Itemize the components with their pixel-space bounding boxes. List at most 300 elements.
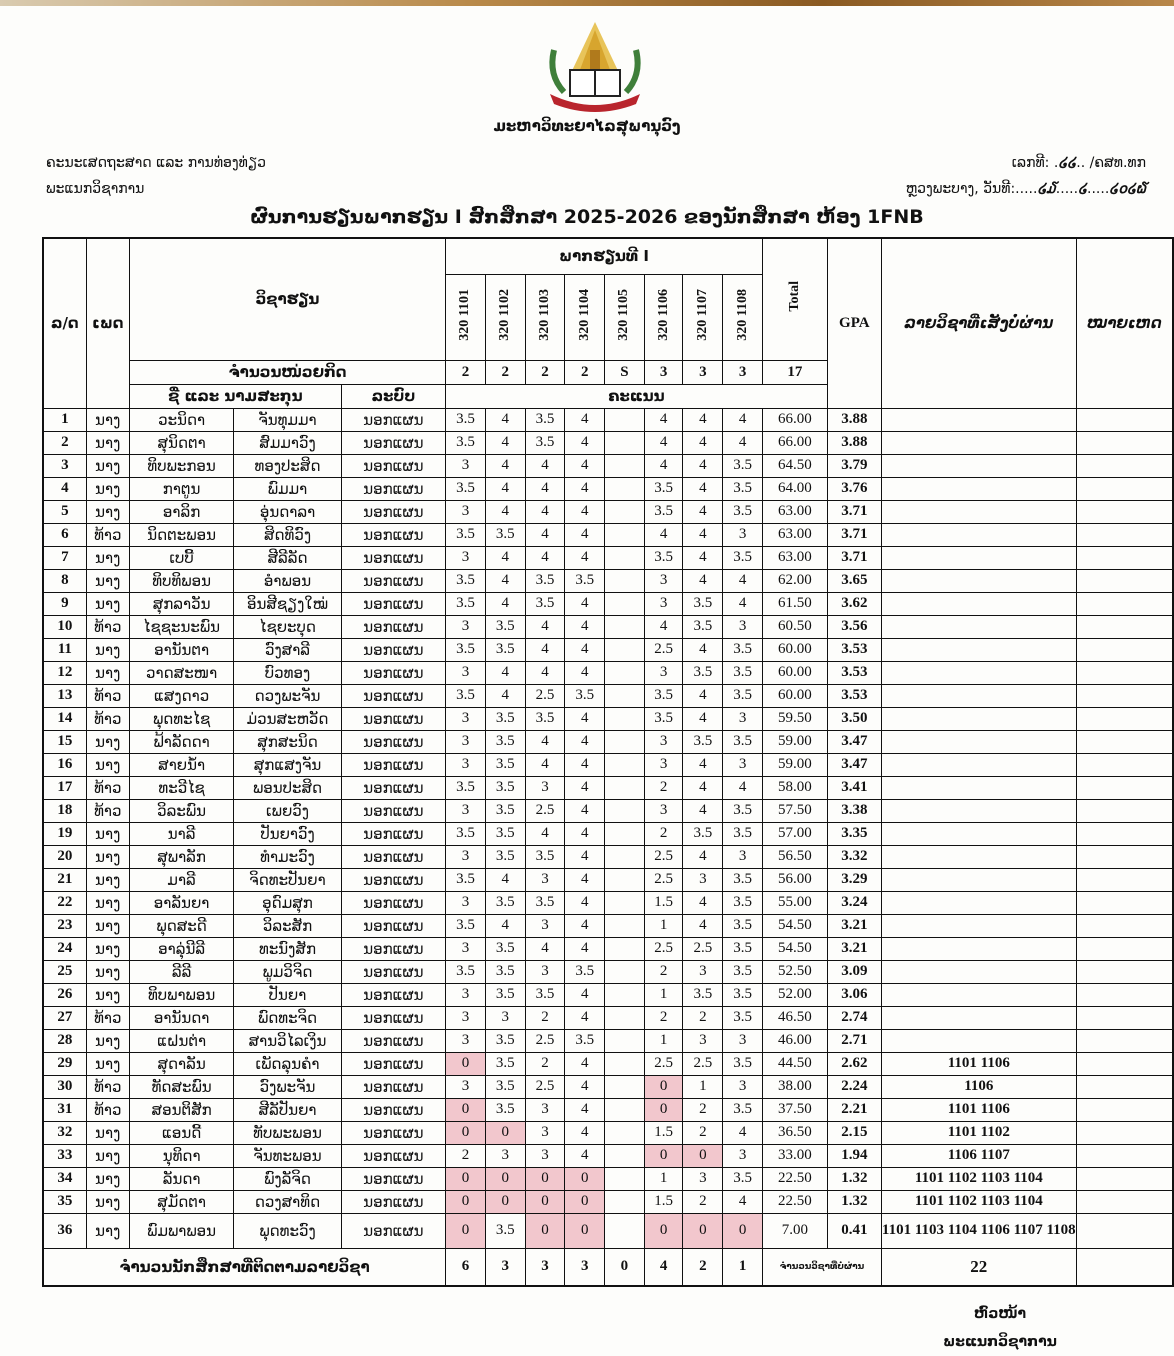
gpa: 1.32 <box>827 1190 881 1213</box>
first-name: ພຸດສະດີ <box>129 914 233 937</box>
score-cell: 3.5 <box>525 431 565 454</box>
score-cell: 4 <box>565 1006 605 1029</box>
failed-subjects <box>881 500 1076 523</box>
score-cell: 3 <box>446 615 486 638</box>
first-name: ທິບພາພອນ <box>129 983 233 1006</box>
score-cell: 4 <box>683 546 723 569</box>
score-cell: 1.5 <box>644 891 683 914</box>
gender: ນາງ <box>86 569 129 592</box>
score-cell: 3 <box>446 500 486 523</box>
score-cell: 2 <box>683 1121 723 1144</box>
row-number: 24 <box>43 937 86 960</box>
score-cell: 3.5 <box>683 592 723 615</box>
score-cell: 3.5 <box>723 822 763 845</box>
remark <box>1076 1075 1173 1098</box>
remark <box>1076 523 1173 546</box>
first-name: ສອນຕິສັກ <box>129 1098 233 1121</box>
score-cell: 4 <box>565 546 605 569</box>
total: 63.00 <box>762 500 827 523</box>
failed-subjects <box>881 983 1076 1006</box>
first-name: ນິດຕະພອນ <box>129 523 233 546</box>
score-cell: 3.5 <box>723 661 763 684</box>
score-cell: 3 <box>723 707 763 730</box>
doc-number-line: ເລກທີ: .໒໒.. /ຄສທ.ທກ <box>1011 155 1146 171</box>
row-number: 19 <box>43 822 86 845</box>
score-cell: 0 <box>644 1075 683 1098</box>
gpa: 2.24 <box>827 1075 881 1098</box>
score-cell <box>605 822 645 845</box>
plan: ນອກແຜນ <box>341 592 445 615</box>
plan: ນອກແຜນ <box>341 661 445 684</box>
row-number: 4 <box>43 477 86 500</box>
score-cell: 4 <box>485 408 525 431</box>
first-name: ຟ້າລັດດາ <box>129 730 233 753</box>
score-cell: 3.5 <box>723 1006 763 1029</box>
gpa: 3.06 <box>827 983 881 1006</box>
first-name: ນາລີ <box>129 822 233 845</box>
failed-subjects <box>881 845 1076 868</box>
score-cell: 3.5 <box>525 569 565 592</box>
total: 60.00 <box>762 661 827 684</box>
failed-subjects <box>881 638 1076 661</box>
score-cell <box>605 1213 645 1248</box>
last-name: ສຸກແສງຈັນ <box>234 753 341 776</box>
failed-subjects: 1101 1106 <box>881 1052 1076 1075</box>
table-row <box>43 523 1173 546</box>
score-cell: 3 <box>446 661 486 684</box>
gpa: 2.15 <box>827 1121 881 1144</box>
col-header-total: Total <box>762 238 827 360</box>
first-name: ສຸມັດຕາ <box>129 1190 233 1213</box>
remark <box>1076 1006 1173 1029</box>
score-cell: 3.5 <box>446 776 486 799</box>
remark <box>1076 615 1173 638</box>
remark <box>1076 960 1173 983</box>
score-cell: 4 <box>525 638 565 661</box>
score-cell: 3 <box>485 1006 525 1029</box>
remark <box>1076 1213 1173 1248</box>
score-cell <box>605 546 645 569</box>
failed-subjects <box>881 684 1076 707</box>
score-cell: 3.5 <box>644 707 683 730</box>
score-cell <box>605 1167 645 1190</box>
score-cell <box>605 1190 645 1213</box>
first-name: ສາຍນ້ຳ <box>129 753 233 776</box>
score-cell: 0 <box>446 1121 486 1144</box>
gender: ທ້າວ <box>86 707 129 730</box>
table-row <box>43 477 1173 500</box>
credit-value: 3 <box>723 360 763 384</box>
score-cell: 3.5 <box>723 1167 763 1190</box>
score-cell: 3.5 <box>446 960 486 983</box>
score-cell: 3.5 <box>644 477 683 500</box>
row-number: 21 <box>43 868 86 891</box>
gpa: 3.62 <box>827 592 881 615</box>
failed-subjects <box>881 776 1076 799</box>
col-header-gender: ເພດ <box>86 238 129 408</box>
score-cell: 4 <box>565 937 605 960</box>
gpa: 3.79 <box>827 454 881 477</box>
score-cell: 2 <box>644 822 683 845</box>
table-row <box>43 753 1173 776</box>
table-row <box>43 546 1173 569</box>
table-row <box>43 1190 1173 1213</box>
score-cell: 4 <box>565 868 605 891</box>
score-cell: 4 <box>525 523 565 546</box>
remark <box>1076 1029 1173 1052</box>
score-cell: 4 <box>485 454 525 477</box>
row-number: 12 <box>43 661 86 684</box>
row-number: 28 <box>43 1029 86 1052</box>
gpa: 3.47 <box>827 753 881 776</box>
score-cell: 0 <box>644 1213 683 1248</box>
plan: ນອກແຜນ <box>341 684 445 707</box>
fail-count: 4 <box>644 1248 683 1286</box>
score-cell <box>605 776 645 799</box>
score-cell <box>605 638 645 661</box>
first-name: ວາດສະໜາ <box>129 661 233 684</box>
score-cell <box>605 1006 645 1029</box>
plan: ນອກແຜນ <box>341 1052 445 1075</box>
score-cell: 3 <box>446 937 486 960</box>
fail-count: 1 <box>723 1248 763 1286</box>
failed-subjects <box>881 822 1076 845</box>
score-cell: 3.5 <box>446 431 486 454</box>
score-cell: 3.5 <box>485 776 525 799</box>
failed-subjects <box>881 891 1076 914</box>
score-cell: 4 <box>565 845 605 868</box>
score-cell: 3.5 <box>485 1213 525 1248</box>
score-cell: 3 <box>446 1075 486 1098</box>
name-label: ຊື່ ແລະ ນາມສະກຸນ <box>129 384 341 408</box>
total: 60.00 <box>762 684 827 707</box>
gpa: 3.88 <box>827 408 881 431</box>
credit-value: 2 <box>525 360 565 384</box>
plan: ນອກແຜນ <box>341 776 445 799</box>
score-cell: 4 <box>525 454 565 477</box>
score-cell: 3.5 <box>723 868 763 891</box>
score-cell: 0 <box>446 1098 486 1121</box>
gpa: 3.09 <box>827 960 881 983</box>
remark <box>1076 822 1173 845</box>
first-name: ທິບພະກອນ <box>129 454 233 477</box>
total: 61.50 <box>762 592 827 615</box>
score-cell: 4 <box>683 408 723 431</box>
failed-subjects <box>881 454 1076 477</box>
first-name: ວະນິດາ <box>129 408 233 431</box>
score-cell: 0 <box>525 1167 565 1190</box>
first-name: ອາລຸ່ນີລີ <box>129 937 233 960</box>
row-number: 6 <box>43 523 86 546</box>
remark <box>1076 845 1173 868</box>
score-cell: 4 <box>644 454 683 477</box>
score-cell: 4 <box>565 753 605 776</box>
department-name: ພະແນກວິຊາການ <box>46 181 145 197</box>
total: 62.00 <box>762 569 827 592</box>
plan: ນອກແຜນ <box>341 523 445 546</box>
last-name: ທັບພະພອນ <box>234 1121 341 1144</box>
score-cell: 3.5 <box>644 684 683 707</box>
plan: ນອກແຜນ <box>341 1029 445 1052</box>
gender: ນາງ <box>86 500 129 523</box>
table-row <box>43 661 1173 684</box>
total: 54.50 <box>762 937 827 960</box>
plan: ນອກແຜນ <box>341 1121 445 1144</box>
score-cell: 3 <box>446 799 486 822</box>
score-cell: 1 <box>683 1075 723 1098</box>
gender: ນາງ <box>86 638 129 661</box>
gender: ທ້າວ <box>86 684 129 707</box>
table-row <box>43 1052 1173 1075</box>
table-row <box>43 1121 1173 1144</box>
row-number: 11 <box>43 638 86 661</box>
score-cell: 3 <box>525 1121 565 1144</box>
table-row <box>43 799 1173 822</box>
score-cell <box>605 868 645 891</box>
total: 58.00 <box>762 776 827 799</box>
gender: ນາງ <box>86 937 129 960</box>
score-cell: 4 <box>683 523 723 546</box>
score-cell: 3.5 <box>446 638 486 661</box>
total: 52.50 <box>762 960 827 983</box>
score-cell: 3 <box>723 845 763 868</box>
failed-subjects <box>881 592 1076 615</box>
plan: ນອກແຜນ <box>341 615 445 638</box>
failed-subjects <box>881 615 1076 638</box>
row-number: 7 <box>43 546 86 569</box>
first-name: ອານັນດາ <box>129 1006 233 1029</box>
gender: ນາງ <box>86 546 129 569</box>
score-cell: 3.5 <box>485 983 525 1006</box>
total: 60.00 <box>762 638 827 661</box>
credit-value: 3 <box>683 360 723 384</box>
last-name: ອຸດົມສຸກ <box>234 891 341 914</box>
score-label: ຄະແນນ <box>446 384 828 408</box>
table-row <box>43 868 1173 891</box>
score-cell: 2.5 <box>683 937 723 960</box>
total: 56.00 <box>762 868 827 891</box>
semester-header: ພາກຮຽນທີ I <box>446 238 763 274</box>
gender: ນາງ <box>86 431 129 454</box>
score-cell: 0 <box>683 1213 723 1248</box>
signature-department: ພະແນກວິຊາການ <box>943 1334 1057 1350</box>
score-cell: 4 <box>565 1098 605 1121</box>
score-cell: 3.5 <box>723 454 763 477</box>
gender: ນາງ <box>86 891 129 914</box>
score-cell: 4 <box>644 615 683 638</box>
first-name: ນຸທິດາ <box>129 1144 233 1167</box>
total: 66.00 <box>762 431 827 454</box>
last-name: ສຸກສະນິດ <box>234 730 341 753</box>
total: 64.00 <box>762 477 827 500</box>
score-cell: 4 <box>683 891 723 914</box>
score-cell: 4 <box>644 431 683 454</box>
gender: ນາງ <box>86 592 129 615</box>
total: 59.00 <box>762 753 827 776</box>
table-row <box>43 845 1173 868</box>
remark <box>1076 477 1173 500</box>
last-name: ວົງສາລີ <box>234 638 341 661</box>
gender: ທ້າວ <box>86 615 129 638</box>
plan: ນອກແຜນ <box>341 638 445 661</box>
failed-subjects <box>881 914 1076 937</box>
score-cell: 4 <box>485 684 525 707</box>
score-cell: 3.5 <box>446 569 486 592</box>
score-cell <box>605 454 645 477</box>
total: 46.00 <box>762 1029 827 1052</box>
score-cell: 4 <box>525 937 565 960</box>
score-cell: 0 <box>565 1190 605 1213</box>
score-cell: 2.5 <box>644 845 683 868</box>
score-cell: 3 <box>525 1144 565 1167</box>
gpa: 0.41 <box>827 1213 881 1248</box>
table-row <box>43 684 1173 707</box>
first-name: ທະວີໄຊ <box>129 776 233 799</box>
university-name: ມະຫາວິທະຍາໄລສຸພານຸວົງ <box>493 117 681 135</box>
score-cell: 0 <box>565 1213 605 1248</box>
score-cell: 0 <box>446 1052 486 1075</box>
gender: ນາງ <box>86 454 129 477</box>
score-cell: 3.5 <box>485 1052 525 1075</box>
score-cell: 1 <box>644 1167 683 1190</box>
plan: ນອກແຜນ <box>341 960 445 983</box>
total: 22.50 <box>762 1167 827 1190</box>
score-cell: 3 <box>446 454 486 477</box>
failed-subjects-total: 22 <box>881 1248 1076 1286</box>
score-cell: 4 <box>485 868 525 891</box>
last-name: ຈິດທະປັນຍາ <box>234 868 341 891</box>
score-cell <box>605 914 645 937</box>
failed-subjects <box>881 753 1076 776</box>
score-cell: 3.5 <box>485 822 525 845</box>
date-month: ໒ <box>1078 181 1088 197</box>
score-cell: 3.5 <box>723 730 763 753</box>
gender: ນາງ <box>86 1144 129 1167</box>
subject-code: 320 1106 <box>644 274 683 360</box>
gender: ນາງ <box>86 1190 129 1213</box>
gender: ນາງ <box>86 868 129 891</box>
plan: ນອກແຜນ <box>341 454 445 477</box>
last-name: ປັນຍາ <box>234 983 341 1006</box>
gpa: 2.71 <box>827 1029 881 1052</box>
last-name: ຈັນທະພອນ <box>234 1144 341 1167</box>
score-cell <box>605 1144 645 1167</box>
gender: ນາງ <box>86 1029 129 1052</box>
gpa: 3.71 <box>827 500 881 523</box>
total: 54.50 <box>762 914 827 937</box>
failed-subjects <box>881 868 1076 891</box>
score-cell: 2.5 <box>644 638 683 661</box>
table-row <box>43 1075 1173 1098</box>
date-year: ໒໐໒໖ <box>1109 181 1146 197</box>
gender: ທ້າວ <box>86 1006 129 1029</box>
score-cell: 4 <box>723 592 763 615</box>
score-cell: 2.5 <box>525 799 565 822</box>
score-cell: 3.5 <box>446 868 486 891</box>
gender: ນາງ <box>86 1167 129 1190</box>
score-cell: 4 <box>525 477 565 500</box>
score-cell: 2.5 <box>525 1075 565 1098</box>
row-number: 3 <box>43 454 86 477</box>
failed-subjects <box>881 1029 1076 1052</box>
score-cell: 1.5 <box>644 1190 683 1213</box>
score-cell: 3 <box>644 592 683 615</box>
score-cell: 4 <box>485 661 525 684</box>
score-cell: 2.5 <box>644 868 683 891</box>
score-cell: 4 <box>565 615 605 638</box>
score-cell: 2 <box>683 1098 723 1121</box>
row-number: 27 <box>43 1006 86 1029</box>
failed-subjects <box>881 730 1076 753</box>
gpa: 2.21 <box>827 1098 881 1121</box>
last-name: ດວງສາທິດ <box>234 1190 341 1213</box>
score-cell: 0 <box>485 1121 525 1144</box>
failed-subjects-label: ຈຳນວນວິຊາທີ່ບໍ່ຜ່ານ <box>762 1248 881 1286</box>
plan: ນອກແຜນ <box>341 822 445 845</box>
total: 22.50 <box>762 1190 827 1213</box>
fail-count: 2 <box>683 1248 723 1286</box>
score-cell: 4 <box>565 822 605 845</box>
first-name: ແສງດາວ <box>129 684 233 707</box>
gender: ທ້າວ <box>86 1075 129 1098</box>
score-cell: 4 <box>485 431 525 454</box>
table-row <box>43 1006 1173 1029</box>
failed-subjects <box>881 569 1076 592</box>
row-number: 15 <box>43 730 86 753</box>
score-cell: 3 <box>446 983 486 1006</box>
score-cell: 0 <box>525 1213 565 1248</box>
score-cell: 4 <box>723 1121 763 1144</box>
score-cell: 3.5 <box>683 822 723 845</box>
subject-code: 320 1101 <box>446 274 486 360</box>
total: 63.00 <box>762 546 827 569</box>
total: 36.50 <box>762 1121 827 1144</box>
gender: ນາງ <box>86 661 129 684</box>
last-name: ທະນົງສັກ <box>234 937 341 960</box>
fail-count: 6 <box>446 1248 486 1286</box>
score-cell: 3.5 <box>723 638 763 661</box>
row-number: 34 <box>43 1167 86 1190</box>
last-name: ພົມມາ <box>234 477 341 500</box>
score-cell: 3.5 <box>485 523 525 546</box>
failed-subjects <box>881 937 1076 960</box>
score-cell: 4 <box>525 615 565 638</box>
last-name: ອຸ່ນດາລາ <box>234 500 341 523</box>
score-cell: 4 <box>683 776 723 799</box>
row-number: 33 <box>43 1144 86 1167</box>
remark <box>1076 1121 1173 1144</box>
score-cell: 3.5 <box>485 615 525 638</box>
score-cell: 1.5 <box>644 1121 683 1144</box>
score-cell: 4 <box>644 523 683 546</box>
total: 52.00 <box>762 983 827 1006</box>
plan: ນອກແຜນ <box>341 707 445 730</box>
score-cell: 3.5 <box>485 707 525 730</box>
score-cell: 4 <box>683 477 723 500</box>
table-row <box>43 937 1173 960</box>
plan: ນອກແຜນ <box>341 431 445 454</box>
last-name: ອຳພອນ <box>234 569 341 592</box>
table-row <box>43 1144 1173 1167</box>
col-header-no: ລ/ດ <box>43 238 86 408</box>
plan: ນອກແຜນ <box>341 1190 445 1213</box>
total: 38.00 <box>762 1075 827 1098</box>
plan: ນອກແຜນ <box>341 914 445 937</box>
failed-subjects: 1106 1107 <box>881 1144 1076 1167</box>
score-cell: 3.5 <box>485 730 525 753</box>
score-cell: 3 <box>644 730 683 753</box>
score-cell: 3.5 <box>565 1029 605 1052</box>
